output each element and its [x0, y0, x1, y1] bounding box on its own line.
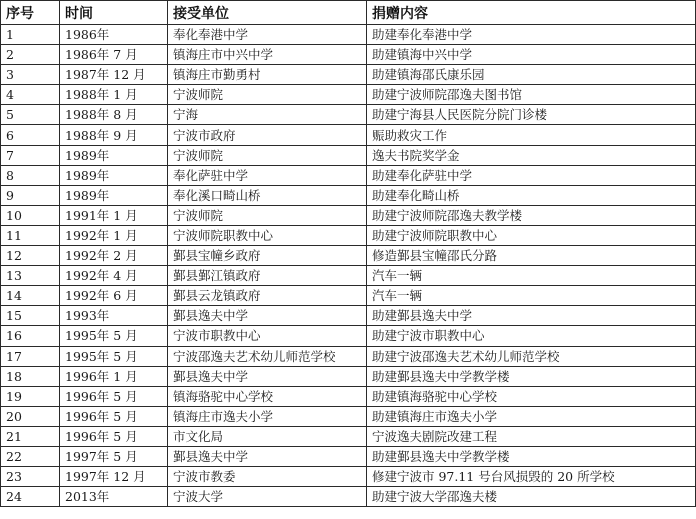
cell-serial-number: 4 — [1, 85, 60, 105]
table-row — [1, 185, 696, 205]
cell-donation-content: 助建镇海邵氏康乐园 — [367, 65, 696, 85]
cell-donation-content: 宁波逸夫剧院改建工程 — [367, 426, 696, 446]
cell-time: 1992年 4 月 — [60, 266, 168, 286]
cell-time: 1986年 7 月 — [60, 45, 168, 65]
header-time: 时间 — [60, 1, 168, 25]
header-recipient-unit: 接受单位 — [168, 1, 367, 25]
cell-donation-content: 逸夫书院奖学金 — [367, 145, 696, 165]
cell-time: 1992年 1 月 — [60, 225, 168, 245]
cell-recipient-unit: 宁波师院 — [168, 145, 367, 165]
cell-serial-number: 18 — [1, 366, 60, 386]
cell-donation-content: 助建鄞县逸夫中学 — [367, 306, 696, 326]
cell-donation-content: 助建镇海中兴中学 — [367, 45, 696, 65]
cell-serial-number: 6 — [1, 125, 60, 145]
cell-time: 1995年 5 月 — [60, 326, 168, 346]
cell-serial-number: 16 — [1, 326, 60, 346]
cell-recipient-unit: 鄞县鄞江镇政府 — [168, 266, 367, 286]
cell-recipient-unit: 市文化局 — [168, 426, 367, 446]
table-row — [1, 346, 696, 366]
cell-time: 1987年 12 月 — [60, 65, 168, 85]
cell-recipient-unit: 宁波市职教中心 — [168, 326, 367, 346]
cell-serial-number: 17 — [1, 346, 60, 366]
cell-time: 1993年 — [60, 306, 168, 326]
cell-serial-number: 10 — [1, 205, 60, 225]
cell-time: 1992年 6 月 — [60, 286, 168, 306]
cell-donation-content: 修造鄞县宝幢邵氏分路 — [367, 246, 696, 266]
cell-recipient-unit: 鄞县逸夫中学 — [168, 446, 367, 466]
cell-recipient-unit: 宁波师院职教中心 — [168, 225, 367, 245]
cell-donation-content: 赈助救灾工作 — [367, 125, 696, 145]
cell-serial-number: 12 — [1, 246, 60, 266]
cell-time: 1996年 1 月 — [60, 366, 168, 386]
cell-donation-content: 助建宁波师院邵逸夫教学楼 — [367, 205, 696, 225]
table-header-row — [1, 1, 696, 25]
cell-donation-content: 助建镇海骆驼中心学校 — [367, 386, 696, 406]
cell-time: 2013年 — [60, 487, 168, 507]
cell-time: 1997年 5 月 — [60, 446, 168, 466]
cell-serial-number: 5 — [1, 105, 60, 125]
cell-recipient-unit: 宁波师院 — [168, 205, 367, 225]
cell-time: 1996年 5 月 — [60, 426, 168, 446]
cell-recipient-unit: 宁海 — [168, 105, 367, 125]
cell-donation-content: 助建宁波师院职教中心 — [367, 225, 696, 245]
table-row — [1, 85, 696, 105]
cell-serial-number: 8 — [1, 165, 60, 185]
table-row — [1, 205, 696, 225]
cell-time: 1988年 9 月 — [60, 125, 168, 145]
table-row — [1, 286, 696, 306]
table-body — [1, 25, 696, 507]
table-row — [1, 65, 696, 85]
cell-recipient-unit: 鄞县逸夫中学 — [168, 306, 367, 326]
cell-donation-content: 汽车一辆 — [367, 266, 696, 286]
cell-serial-number: 21 — [1, 426, 60, 446]
cell-recipient-unit: 镇海骆驼中心学校 — [168, 386, 367, 406]
cell-serial-number: 23 — [1, 467, 60, 487]
table-row — [1, 25, 696, 45]
cell-donation-content: 助建宁海县人民医院分院门诊楼 — [367, 105, 696, 125]
cell-serial-number: 20 — [1, 406, 60, 426]
table-row — [1, 326, 696, 346]
table-row — [1, 426, 696, 446]
cell-recipient-unit: 宁波师院 — [168, 85, 367, 105]
cell-time: 1986年 — [60, 25, 168, 45]
cell-donation-content: 助建奉化奉港中学 — [367, 25, 696, 45]
cell-serial-number: 7 — [1, 145, 60, 165]
cell-donation-content: 助建镇海庄市逸夫小学 — [367, 406, 696, 426]
header-serial-number: 序号 — [1, 1, 60, 25]
cell-time: 1995年 5 月 — [60, 346, 168, 366]
cell-serial-number: 24 — [1, 487, 60, 507]
cell-recipient-unit: 奉化萨驻中学 — [168, 165, 367, 185]
table-row — [1, 366, 696, 386]
cell-serial-number: 2 — [1, 45, 60, 65]
cell-recipient-unit: 鄞县云龙镇政府 — [168, 286, 367, 306]
cell-donation-content: 助建奉化萨驻中学 — [367, 165, 696, 185]
table-row — [1, 487, 696, 507]
table-row — [1, 105, 696, 125]
cell-serial-number: 14 — [1, 286, 60, 306]
cell-time: 1989年 — [60, 185, 168, 205]
cell-recipient-unit: 奉化溪口畸山桥 — [168, 185, 367, 205]
cell-serial-number: 13 — [1, 266, 60, 286]
cell-serial-number: 1 — [1, 25, 60, 45]
table-row — [1, 386, 696, 406]
cell-recipient-unit: 镇海庄市中兴中学 — [168, 45, 367, 65]
cell-time: 1996年 5 月 — [60, 406, 168, 426]
table-row — [1, 467, 696, 487]
cell-time: 1988年 1 月 — [60, 85, 168, 105]
cell-serial-number: 22 — [1, 446, 60, 466]
cell-serial-number: 3 — [1, 65, 60, 85]
cell-time: 1988年 8 月 — [60, 105, 168, 125]
cell-donation-content: 助建宁波市职教中心 — [367, 326, 696, 346]
cell-recipient-unit: 宁波大学 — [168, 487, 367, 507]
cell-time: 1989年 — [60, 165, 168, 185]
cell-recipient-unit: 宁波市政府 — [168, 125, 367, 145]
header-donation-content: 捐赠内容 — [367, 1, 696, 25]
cell-recipient-unit: 奉化奉港中学 — [168, 25, 367, 45]
cell-recipient-unit: 宁波市教委 — [168, 467, 367, 487]
table-row — [1, 45, 696, 65]
cell-recipient-unit: 鄞县宝幢乡政府 — [168, 246, 367, 266]
cell-time: 1996年 5 月 — [60, 386, 168, 406]
cell-serial-number: 11 — [1, 225, 60, 245]
table-row — [1, 306, 696, 326]
table-row — [1, 266, 696, 286]
cell-donation-content: 助建宁波邵逸夫艺术幼儿师范学校 — [367, 346, 696, 366]
cell-donation-content: 汽车一辆 — [367, 286, 696, 306]
cell-recipient-unit: 镇海庄市逸夫小学 — [168, 406, 367, 426]
cell-recipient-unit: 镇海庄市勤勇村 — [168, 65, 367, 85]
cell-time: 1991年 1 月 — [60, 205, 168, 225]
table-row — [1, 246, 696, 266]
cell-donation-content: 助建鄞县逸夫中学教学楼 — [367, 366, 696, 386]
cell-time: 1992年 2 月 — [60, 246, 168, 266]
cell-serial-number: 9 — [1, 185, 60, 205]
cell-donation-content: 助建奉化畸山桥 — [367, 185, 696, 205]
cell-time: 1989年 — [60, 145, 168, 165]
cell-serial-number: 19 — [1, 386, 60, 406]
table-row — [1, 406, 696, 426]
cell-serial-number: 15 — [1, 306, 60, 326]
table-row — [1, 125, 696, 145]
table-row — [1, 446, 696, 466]
cell-donation-content: 助建宁波师院邵逸夫图书馆 — [367, 85, 696, 105]
cell-recipient-unit: 鄞县逸夫中学 — [168, 366, 367, 386]
cell-donation-content: 助建宁波大学邵逸夫楼 — [367, 487, 696, 507]
table-row — [1, 165, 696, 185]
table-row — [1, 145, 696, 165]
cell-donation-content: 修建宁波市 97.11 号台风损毁的 20 所学校 — [367, 467, 696, 487]
table-row — [1, 225, 696, 245]
cell-time: 1997年 12 月 — [60, 467, 168, 487]
cell-donation-content: 助建鄞县逸夫中学教学楼 — [367, 446, 696, 466]
cell-recipient-unit: 宁波邵逸夫艺术幼儿师范学校 — [168, 346, 367, 366]
